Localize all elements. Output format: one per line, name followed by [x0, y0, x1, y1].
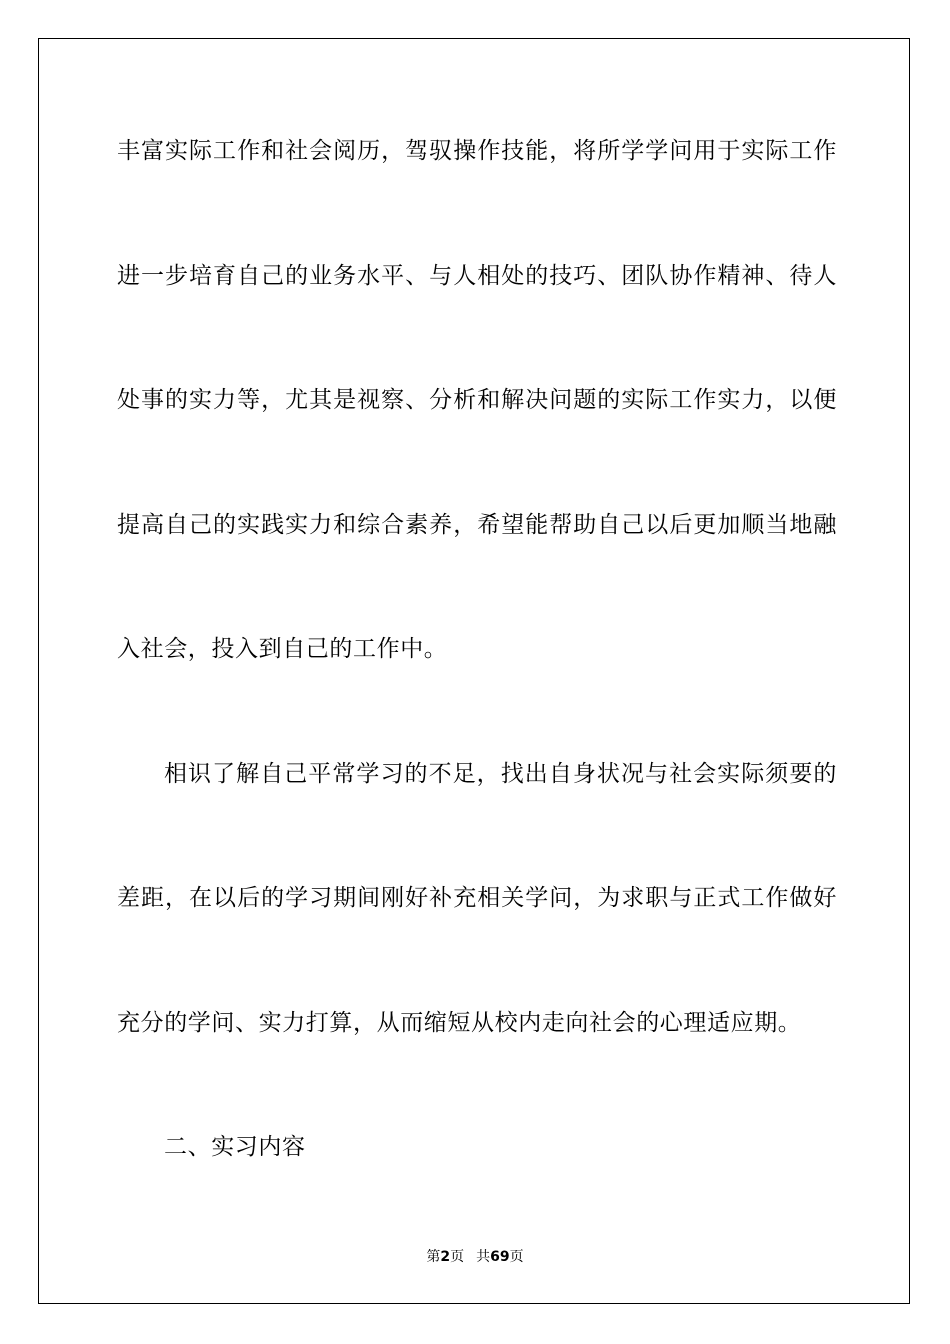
page-footer: [0, 1248, 950, 1266]
paragraph-line-2: 进一步培育自己的业务水平、与人相处的技巧、团队协作精神、待人: [117, 263, 837, 289]
paragraph-line-1: 丰富实际工作和社会阅历，驾驭操作技能，将所学学问用于实际工作: [117, 138, 837, 164]
paragraph-line-3: 处事的实力等，尤其是视察、分析和解决问题的实际工作实力，以便: [117, 387, 837, 413]
footer-page-number: 2: [440, 1249, 451, 1265]
paragraph-line-5: 入社会，投入到自己的工作中。: [117, 636, 448, 662]
paragraph-line-4: 提高自己的实践实力和综合素养，希望能帮助自己以后更加顺当地融: [117, 512, 837, 538]
section-heading: 二、实习内容: [164, 1134, 306, 1160]
footer-page-suffix: 页: [450, 1249, 465, 1265]
paragraph-line-6: 相识了解自己平常学习的不足，找出自身状况与社会实际须要的: [164, 761, 837, 787]
paragraph-line-7: 差距，在以后的学习期间刚好补充相关学问，为求职与正式工作做好: [117, 885, 837, 911]
page-border: [38, 38, 910, 1304]
footer-total-prefix: 共: [476, 1249, 491, 1265]
footer-page-prefix: 第: [426, 1249, 441, 1265]
footer-total-pages: 69: [490, 1249, 510, 1265]
paragraph-line-8: 充分的学问、实力打算，从而缩短从校内走向社会的心理适应期。: [117, 1010, 802, 1036]
footer-total-suffix: 页: [509, 1249, 524, 1265]
